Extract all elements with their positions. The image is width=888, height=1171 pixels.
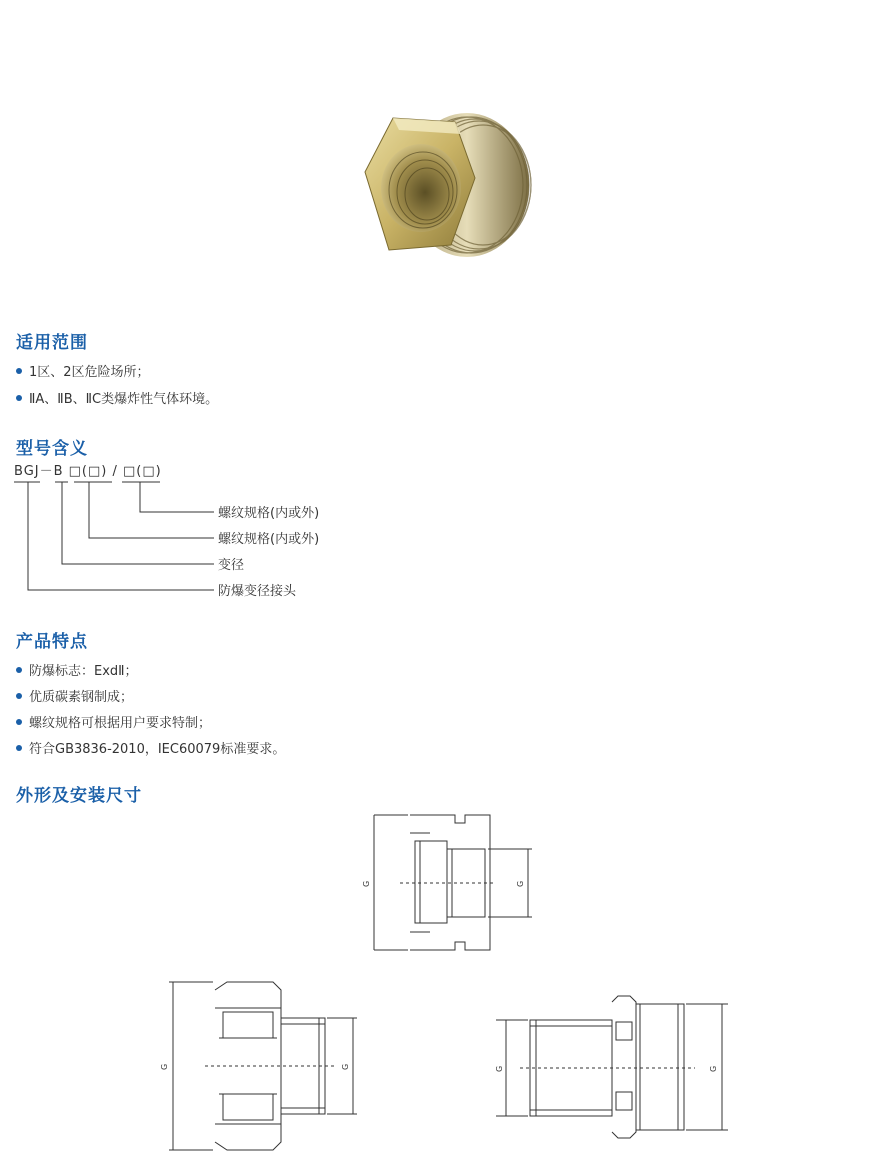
features-title: 产品特点 bbox=[16, 632, 88, 652]
feature-item-3: 螺纹规格可根据用户要求特制； bbox=[16, 712, 211, 731]
scope-item-2: ⅡA、ⅡB、ⅡC类爆炸性气体环境。 bbox=[16, 388, 218, 407]
model-legend-lines bbox=[0, 476, 220, 596]
dim-label: G bbox=[516, 880, 525, 887]
legend-2: 螺纹规格(内或外) bbox=[218, 532, 320, 547]
dim-label: G bbox=[341, 1063, 350, 1070]
dimensions-title: 外形及安装尺寸 bbox=[16, 786, 142, 806]
legend-4: 防爆变径接头 bbox=[218, 584, 297, 599]
bullet-dot bbox=[16, 368, 22, 374]
feature-item-1: 防爆标志：ExdⅡ； bbox=[16, 660, 138, 679]
legend-1: 螺纹规格(内或外) bbox=[218, 506, 320, 521]
bullet-dot bbox=[16, 719, 22, 725]
dimension-drawing-1 bbox=[360, 805, 540, 960]
legend-3: 变径 bbox=[218, 558, 245, 573]
dimension-drawing-2 bbox=[155, 978, 365, 1158]
feature-item-2: 优质碳素钢制成； bbox=[16, 686, 133, 705]
bullet-dot bbox=[16, 667, 22, 673]
dim-label: G bbox=[495, 1065, 504, 1072]
scope-title: 适用范围 bbox=[16, 333, 88, 353]
dim-label: G bbox=[362, 880, 371, 887]
dim-label: G bbox=[709, 1065, 718, 1072]
scope-item-1: 1区、2区危险场所； bbox=[16, 361, 150, 380]
dim-label: G bbox=[160, 1063, 169, 1070]
dimension-drawing-3 bbox=[490, 992, 735, 1142]
product-photo bbox=[355, 100, 535, 275]
bullet-dot bbox=[16, 745, 22, 751]
model-code: BGJ－B □(□) / □(□) bbox=[14, 464, 162, 479]
bullet-dot bbox=[16, 693, 22, 699]
bullet-dot bbox=[16, 395, 22, 401]
model-title: 型号含义 bbox=[16, 439, 88, 459]
feature-item-4: 符合GB3836-2010，IEC60079标准要求。 bbox=[16, 738, 285, 757]
